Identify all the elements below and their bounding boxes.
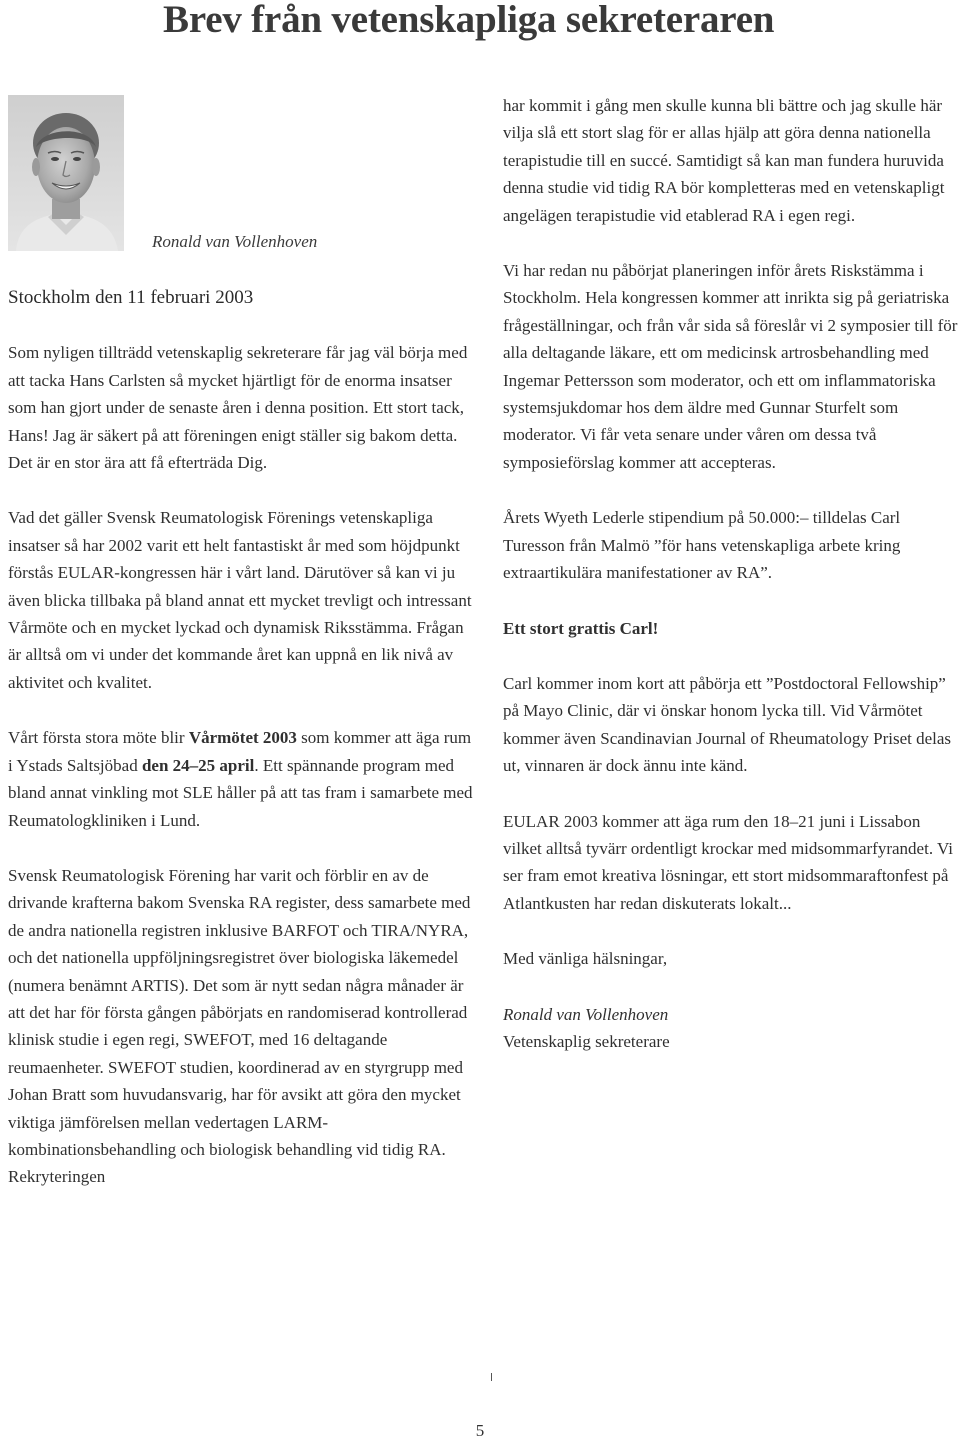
paragraph: Vi har redan nu påbörjat planeringen inför årets Riskstämma i Stockholm. Hela kongressen kommer att inrikta sig på geriatriska frågeställningar, och från vår sida så föreslår vi 2 symposier till för alla deltagande läkare, ett om medicinsk artrosbehandling med Ingemar Pettersson som moderator, och ett om inflammatoriska systemsjukdomar hos dem äldre med Gunnar Sturfelt som moderator. Vi får veta senare under våren om dessa två symposieförslag kommer att accepteras. <box>503 261 958 472</box>
right-column <box>503 92 958 1055</box>
page-number: 5 <box>475 1421 485 1440</box>
signature-title: Vetenskaplig sekreterare <box>503 1031 670 1051</box>
paragraph: Årets Wyeth Lederle stipendium på 50.000:– tilldelas Carl Turesson från Malmö ”för hans vetenskapliga arbete kring extraartikulära manifestationer av RA”. <box>503 508 901 583</box>
signature-name: Ronald van Vollenhoven <box>503 1004 669 1024</box>
left-column <box>8 284 478 1191</box>
text-run: Vårt första stora möte blir <box>8 728 189 748</box>
paragraph: EULAR 2003 kommer att äga rum den 18–21 juni i Lissabon vilket alltså tyvärr ordentligt krockar med midsommarfyrandet. Vi ser fram emot kreativa lösningar, ett stort midsommaraftonfest på Atlantkusten har redan diskuterats lokalt... <box>503 811 953 913</box>
paragraph: Svensk Reumatologisk Förening har varit och förblir en av de drivande krafterna bakom Svenska RA register, dess samarbete med de andra nationella registren inklusive BARFOT och TIRA/NYRA, och det nationella uppföljningsregistret över biologiska läkemedel (numera benämnt ARTIS). Det som är nytt sedan några månader är att det har för första gången påbörjats en randomiserad kontrollerad klinisk studie i egen regi, SWEFOT, med 16 deltagande reumaenheter. SWEFOT studien, koordinerad av en styrgrupp med Johan Bratt som huvudansvarig, har för avsikt att göra den mycket viktiga jämförelsen mellan vedertagen LARM-kombinationsbehandling och biologisk behandling vid tidig RA. Rekryteringen <box>8 865 471 1187</box>
paragraph: Som nyligen tillträdd vetenskaplig sekreterare får jag väl börja med att tacka Hans Carlsten så mycket hjärtligt för de enorma insatser som han gjort under de senaste åren i denna position. Ett stort tack, Hans! Jag är säkert på att föreningen enigt ställer sig bakom detta. Det är en stor ära att få efterträda Dig. <box>8 343 468 473</box>
column-divider <box>491 1373 492 1381</box>
paragraph: Vad det gäller Svensk Reumatologisk Förenings vetenskapliga insatser så har 2002 varit ett helt fantastiskt år med som höjdpunkt förstås EULAR-kongressen här i vårt land. Därutöver så kan vi ju även blicka tillbaka på bland annat ett mycket trevligt och intressant Vårmöte och en mycket lyckad och dynamisk Riksstämma. Frågan är alltså om vi under det kommande året kan uppnå en lik nivå av aktivitet och kvalitet. <box>8 508 472 692</box>
page-title: Brev från vetenskapliga sekreteraren <box>163 0 775 41</box>
paragraph: Carl kommer inom kort att påbörja ett ”Postdoctoral Fellowship” på Mayo Clinic, där vi önskar honom lycka till. Vid Vårmötet kommer även Scandinavian Journal of Rheumatology Priset delas ut, vinnaren är dock ännu inte känd. <box>503 673 952 776</box>
photo-caption: Ronald van Vollenhoven <box>152 232 318 251</box>
event-date: den 24–25 april <box>141 755 255 775</box>
text-run: som kommer att äga rum i Ystads Saltsjöbad <box>8 728 472 775</box>
dateline: Stockholm den 11 februari 2003 <box>8 287 254 308</box>
portrait-photo-icon <box>8 95 124 251</box>
paragraph <box>8 724 478 834</box>
text-run: . Ett spännande program med bland annat vinkling mot SLE håller på att tas fram i samarbete med Reumatologkliniken i Lund. <box>8 755 473 830</box>
event-name: Vårmötet 2003 <box>188 728 297 748</box>
greeting: Med vänliga hälsningar, <box>503 949 668 969</box>
congratulations: Ett stort grattis Carl! <box>503 618 659 638</box>
paragraph: har kommit i gång men skulle kunna bli bättre och jag skulle här vilja slå ett stort slag för er allas hjälp att göra denna nationella terapistudie till en succé. Samtidigt så kan man fundera huruvida denna studie vid tidig RA bör kompletteras med en vetenskapligt angelägen terapistudie vid etablerad RA i egen regi. <box>503 96 945 225</box>
